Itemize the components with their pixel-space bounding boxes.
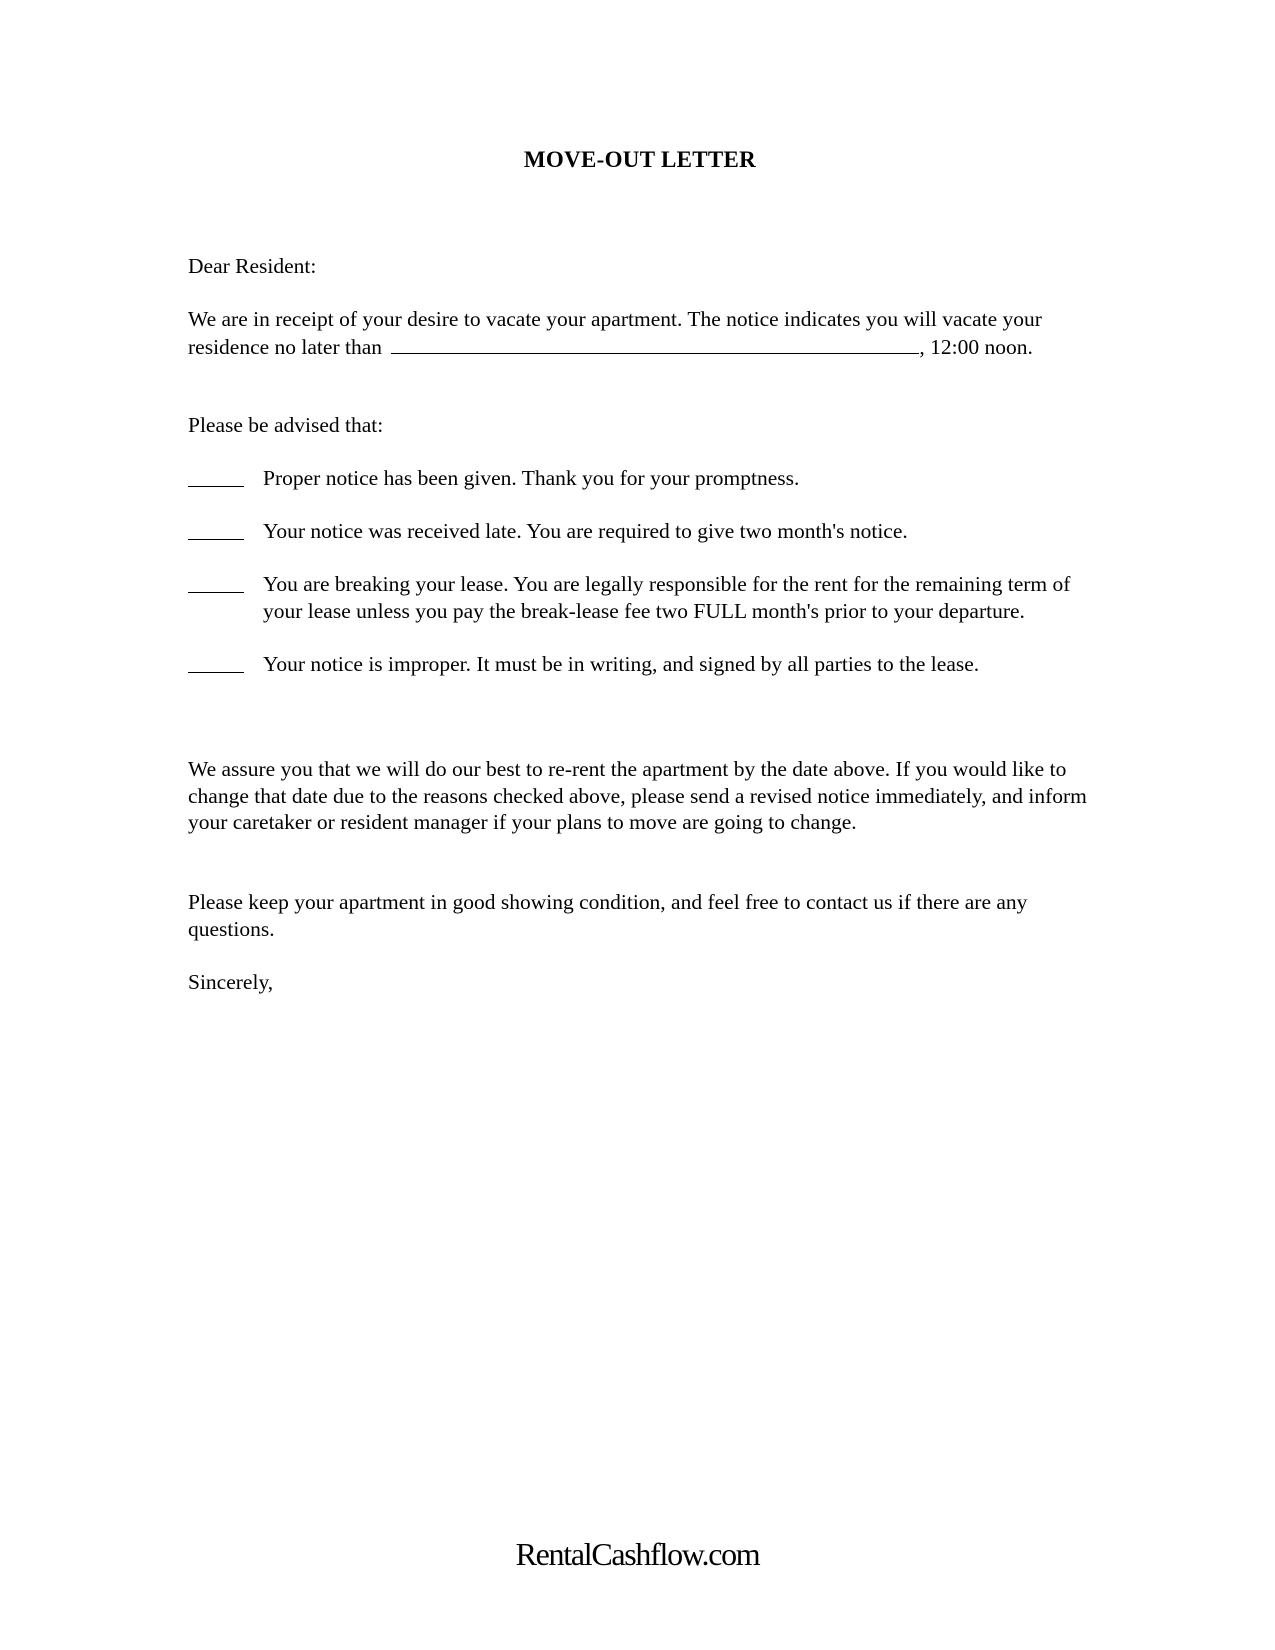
advised-line: Please be advised that: <box>188 413 384 437</box>
assurance-paragraph: We assure you that we will do our best to re-rent the apartment by the date above. If you would like to change that date due to the reasons checked above, please send a revised notice immediately, and inform your caretaker or resident manager if your plans to move are going to change. <box>188 757 1087 834</box>
check-blank[interactable] <box>188 518 244 540</box>
condition-paragraph: Please keep your apartment in good showing condition, and feel free to contact us if there are any questions. <box>188 890 1028 941</box>
checklist-item-text: Your notice is improper. It must be in writing, and signed by all parties to the lease. <box>263 651 980 676</box>
checklist-item-text: Your notice was received late. You are required to give two month's notice. <box>263 519 908 543</box>
checklist-item <box>188 571 1088 624</box>
notice-checklist <box>188 465 1088 704</box>
intro-paragraph <box>188 306 1088 360</box>
checklist-item <box>188 518 1088 545</box>
footer-brand: RentalCashflow.com <box>515 1536 760 1572</box>
check-blank[interactable] <box>188 571 244 593</box>
checklist-item <box>188 651 1088 678</box>
move-out-date-blank[interactable] <box>391 333 919 354</box>
checklist-item <box>188 465 1088 492</box>
closing: Sincerely, <box>188 970 274 994</box>
intro-text: We are in receipt of your desire to vacate your apartment. The notice indicates you will vacate your residence no later than <box>188 307 1042 359</box>
page-title: MOVE-OUT LETTER <box>523 147 757 172</box>
checklist-item-text: You are breaking your lease. You are legally responsible for the rent for the remaining term of your lease unless you pay the break-lease fee two FULL month's prior to your departure. <box>263 572 1071 623</box>
intro-text-after: , 12:00 noon. <box>919 334 1033 359</box>
checklist-item-text: Proper notice has been given. Thank you for your promptness. <box>263 466 800 490</box>
check-blank[interactable] <box>188 465 244 487</box>
check-blank[interactable] <box>188 651 244 673</box>
salutation: Dear Resident: <box>188 254 317 278</box>
